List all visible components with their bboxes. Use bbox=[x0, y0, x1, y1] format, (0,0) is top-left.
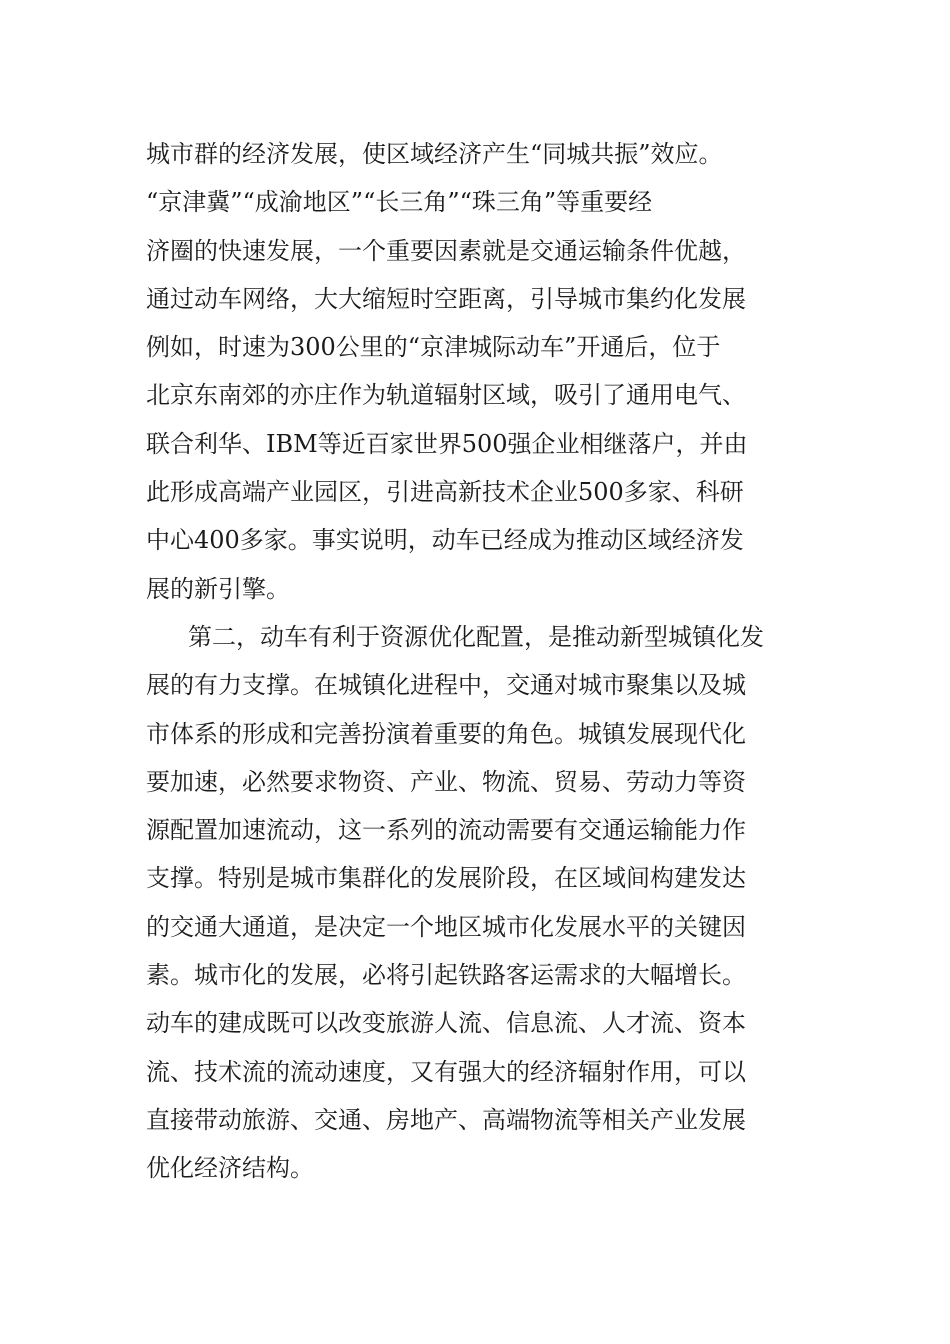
document-body bbox=[146, 130, 810, 1193]
paragraph-1-line-1: 城市群的经济发展，使区域经济产生“同城共振”效应。 bbox=[146, 140, 723, 168]
paragraph-1-line-5: 例如，时速为300公里的“京津城际动车”开通后，位于 bbox=[146, 333, 721, 362]
paragraph-2-line-6: 支撑。特别是城市集群化的发展阶段，在区域间构建发达 bbox=[146, 864, 746, 893]
paragraph-2-line-9: 动车的建成既可以改变旅游人流、信息流、人才流、资本 bbox=[146, 1009, 746, 1038]
paragraph-1-line-6: 北京东南郊的亦庄作为轨道辐射区域，吸引了通用电气、 bbox=[146, 381, 746, 410]
paragraph-2-line-3: 市体系的形成和完善扮演着重要的角色。城镇发展现代化 bbox=[146, 719, 746, 748]
paragraph-2-line-12: 优化经济结构。 bbox=[146, 1154, 314, 1183]
paragraph-1-line-3: 济圈的快速发展，一个重要因素就是交通运输条件优越， bbox=[146, 236, 746, 265]
paragraph-2-line-7: 的交通大通道，是决定一个地区城市化发展水平的关键因 bbox=[146, 912, 746, 941]
paragraph-2-line-4: 要加速，必然要求物资、产业、物流、贸易、劳动力等资 bbox=[146, 767, 746, 796]
paragraph-1-line-7: 联合利华、IBM等近百家世界500强企业相继落户，并由 bbox=[146, 429, 748, 458]
paragraph-2-line-10: 流、技术流的流动速度，又有强大的经济辐射作用，可以 bbox=[146, 1057, 746, 1086]
paragraph-2-line-1: 第二，动车有利于资源优化配置，是推动新型城镇化发 bbox=[188, 622, 764, 651]
paragraph-2-line-11: 直接带动旅游、交通、房地产、高端物流等相关产业发展 bbox=[146, 1105, 746, 1134]
paragraph-1-line-2: “京津冀”“成渝地区”“长三角”“珠三角”等重要经 bbox=[146, 188, 653, 217]
paragraph-2-line-8: 素。城市化的发展，必将引起铁路客运需求的大幅增长。 bbox=[146, 961, 746, 990]
paragraph-2-line-5: 源配置加速流动，这一系列的流动需要有交通运输能力作 bbox=[146, 816, 746, 845]
paragraph-1-line-4: 通过动车网络，大大缩短时空距离，引导城市集约化发展 bbox=[146, 284, 746, 313]
paragraph-2-line-2: 展的有力支撑。在城镇化进程中，交通对城市聚集以及城 bbox=[146, 671, 746, 700]
paragraph-1-line-10: 展的新引擎。 bbox=[146, 574, 290, 603]
paragraph-1-line-9: 中心400多家。事实说明，动车已经成为推动区域经济发 bbox=[146, 526, 744, 555]
paragraph-1-line-8: 此形成高端产业园区，引进高新技术企业500多家、科研 bbox=[146, 478, 744, 507]
